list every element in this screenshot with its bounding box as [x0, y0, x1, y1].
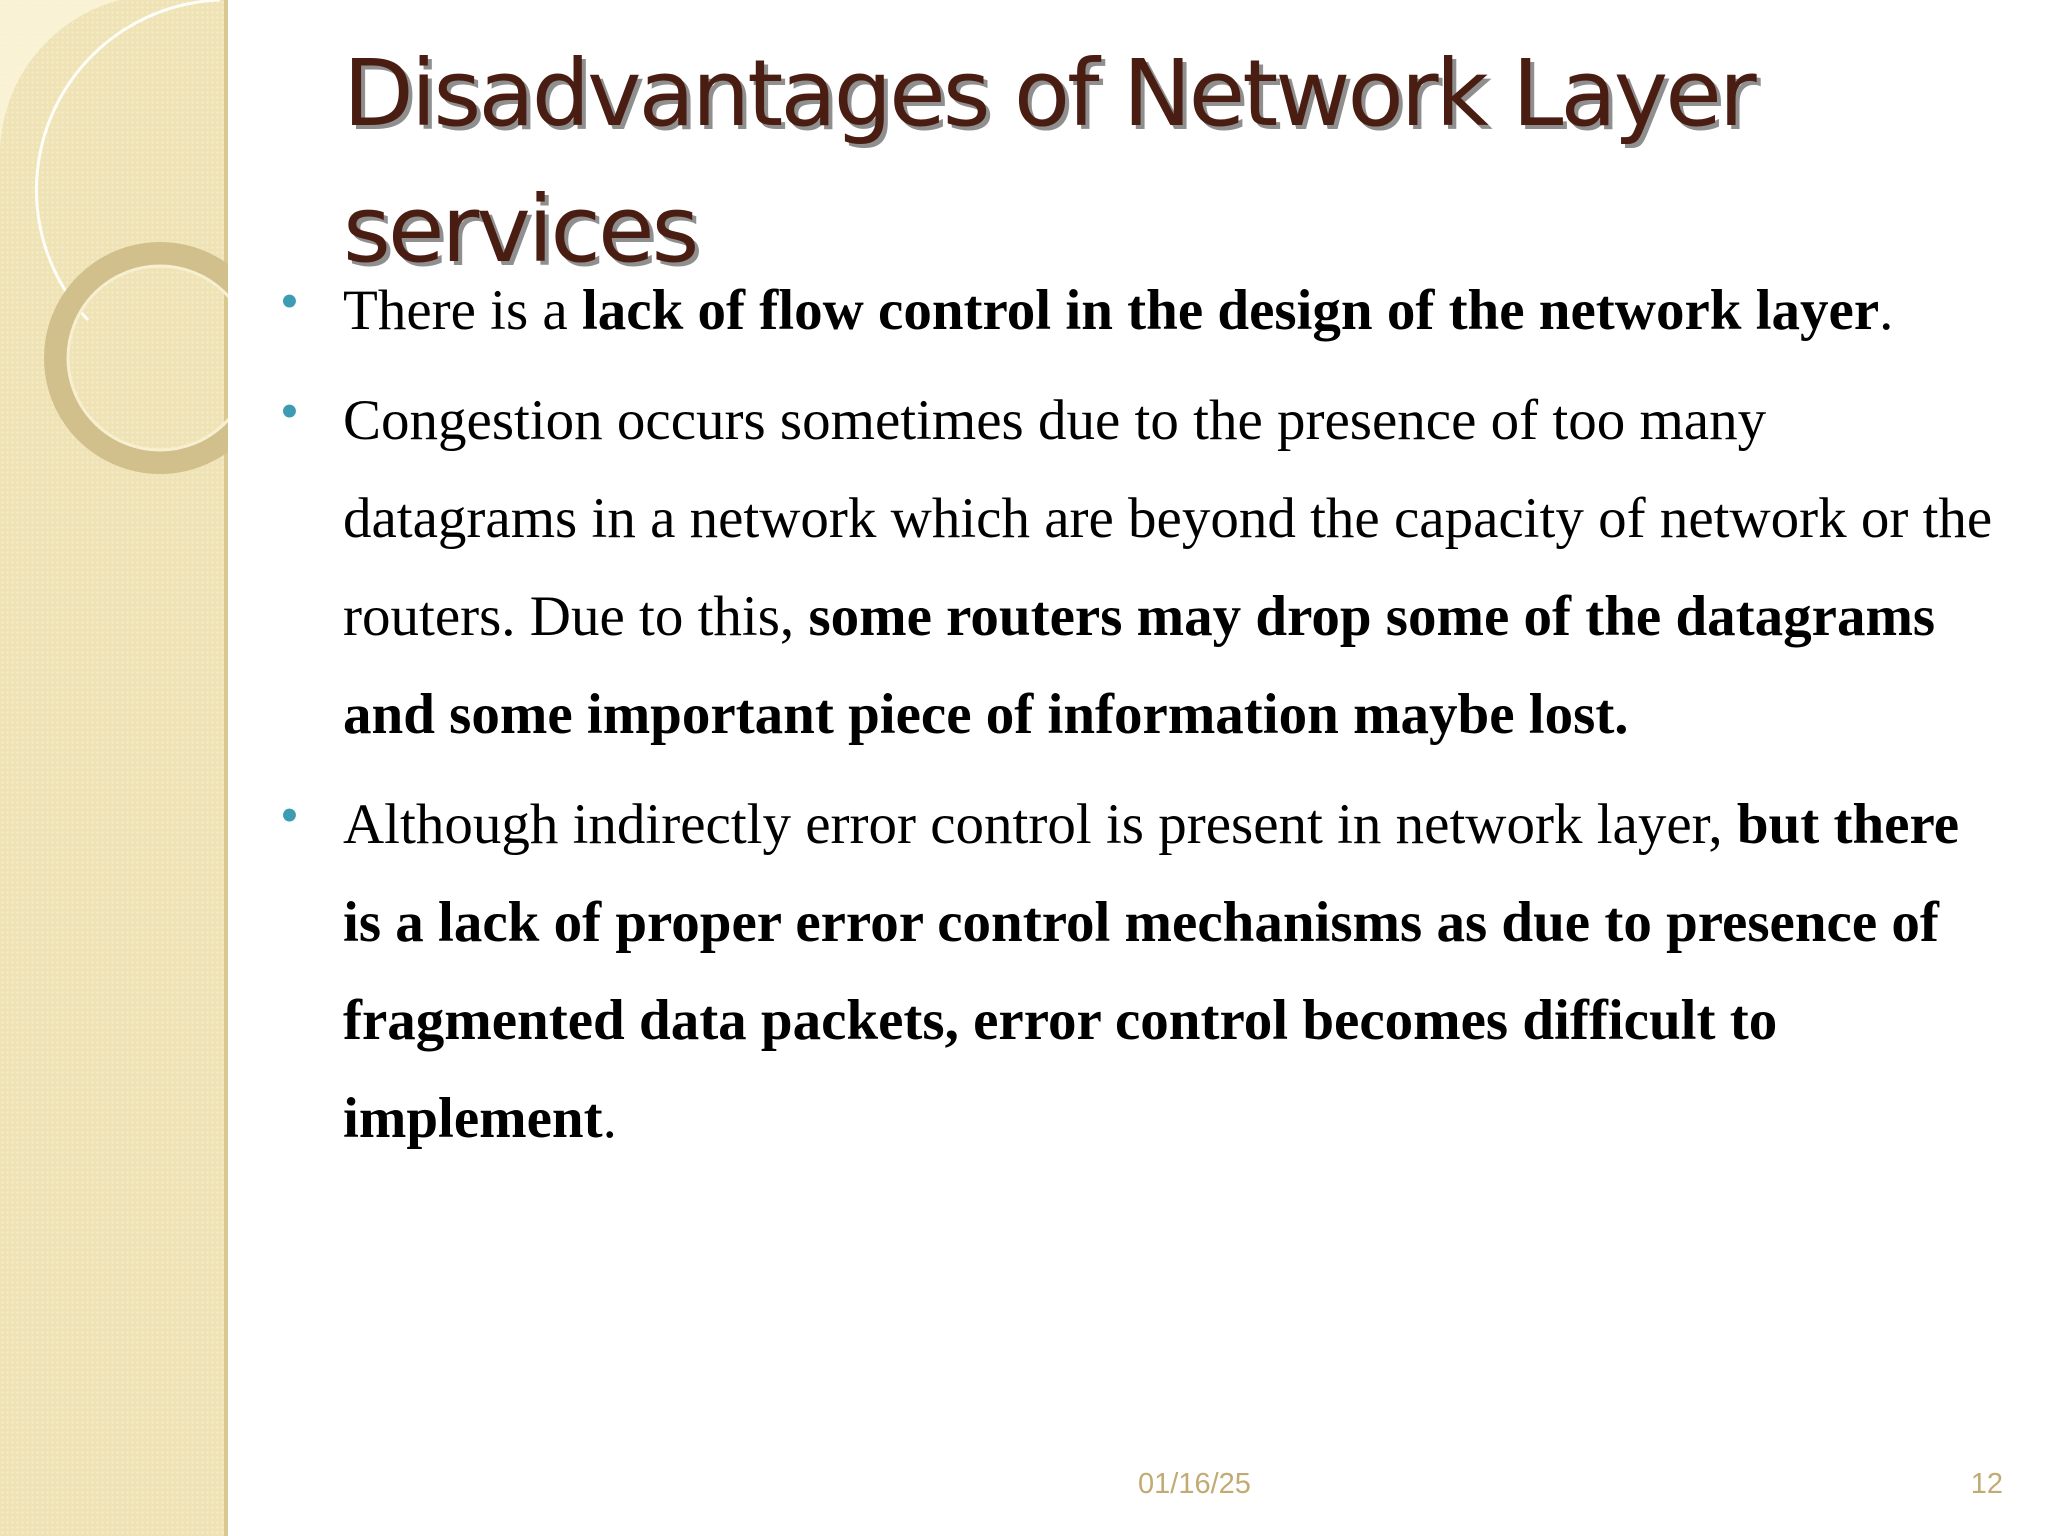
bullet-text-plain: Although indirectly error control is present in network layer, [343, 793, 1737, 856]
bullet-item [280, 776, 1993, 1168]
bullet-item [280, 372, 1993, 764]
bullet-text-bold: but there is a lack of proper error control mechanisms as due to presence of fragmented data packets, error control becomes difficult to implement [343, 793, 1960, 1150]
slide-number: 12 [1970, 1468, 2003, 1500]
bullet-dot-icon: • [280, 785, 299, 845]
bullet-text-bold: lack of flow control in the design of the network layer [581, 279, 1880, 342]
bullet-list [280, 262, 1993, 1180]
bullet-text-plain: There is a [343, 279, 582, 342]
slide-title: Disadvantages of Network Layer services [343, 40, 1754, 283]
bullet-item [280, 262, 1993, 360]
footer-date: 01/16/25 [1138, 1468, 1251, 1500]
bullet-text-plain: . [602, 1087, 617, 1150]
bullet-text-bold: some routers may drop some of the datagrams and some important piece of information maybe lost. [343, 585, 1936, 746]
bullet-dot-icon: • [280, 381, 299, 441]
bullet-dot-icon: • [280, 271, 299, 331]
bullet-text-plain: . [1879, 279, 1894, 342]
bullet-text-plain: Congestion occurs sometimes due to the presence of too many datagrams in a network which are beyond the capacity of network or the routers. Due to this, [343, 389, 1993, 648]
decorative-circles [0, 0, 228, 520]
